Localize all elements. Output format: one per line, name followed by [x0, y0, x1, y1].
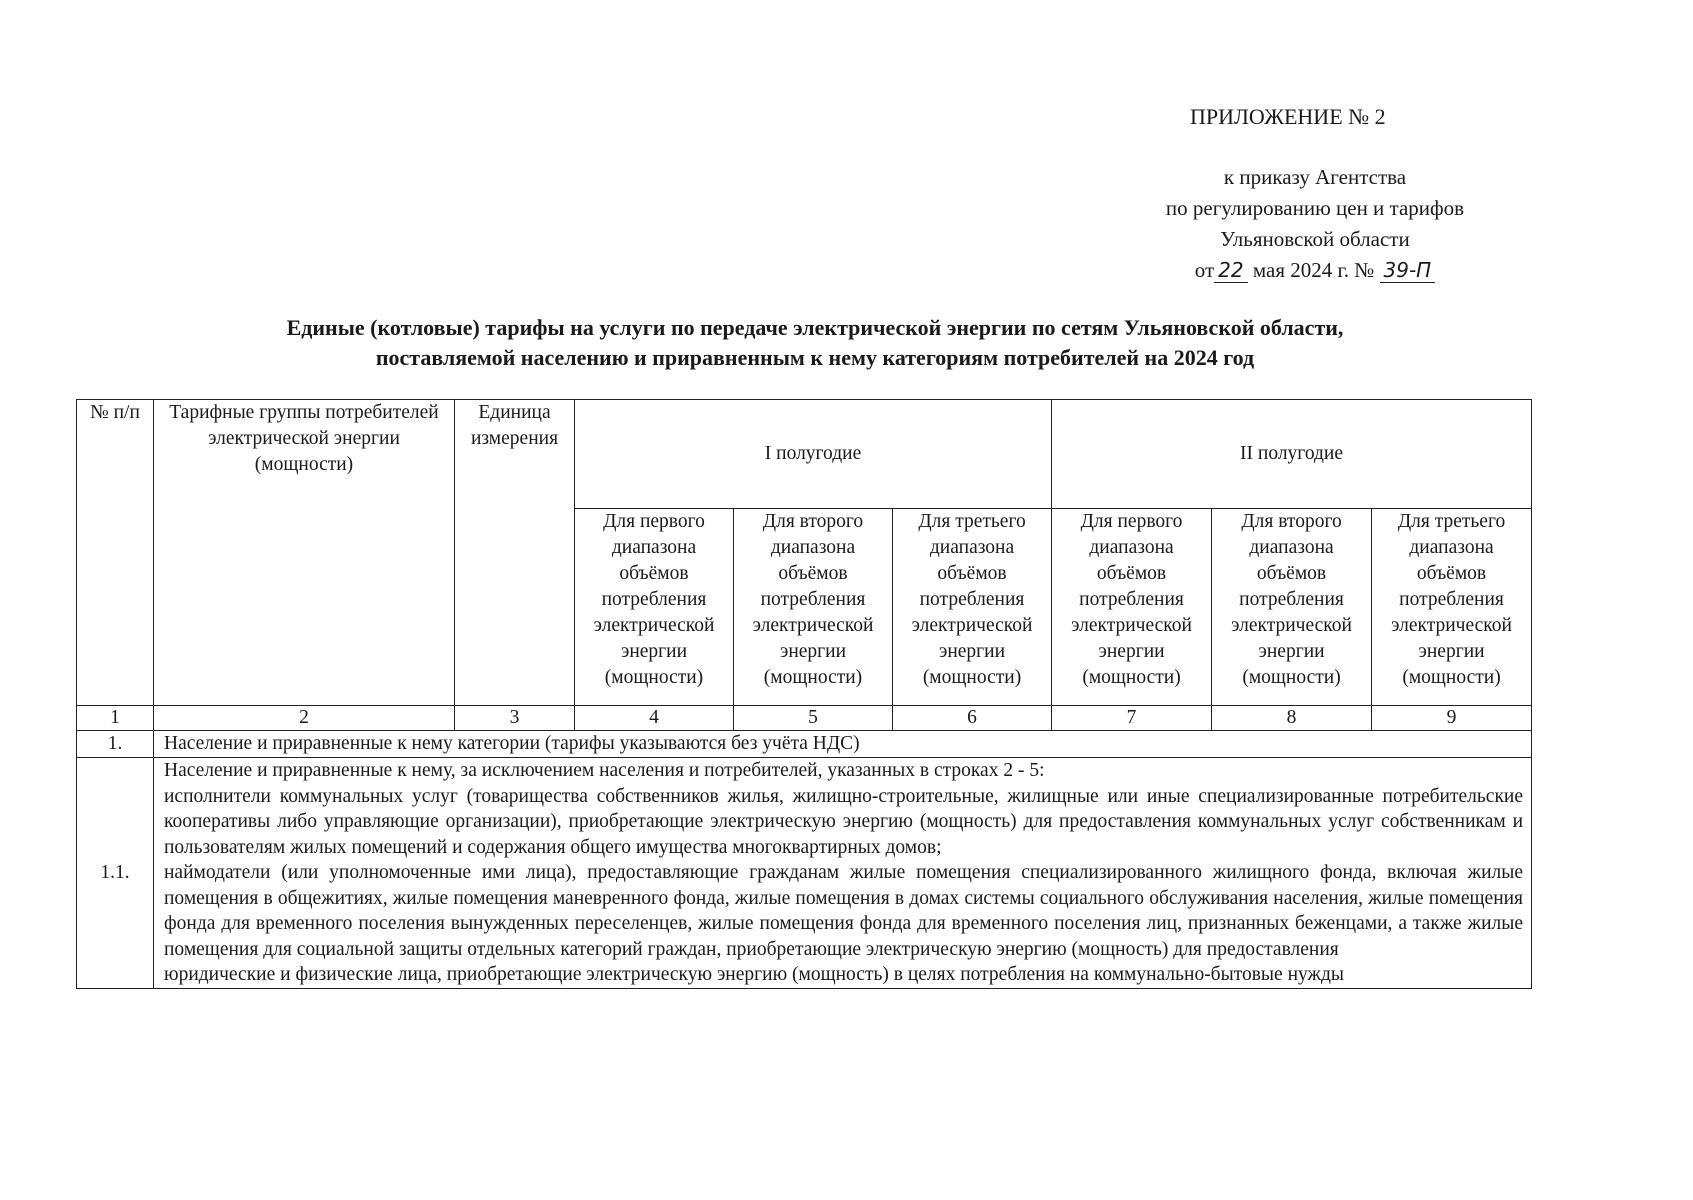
- header-range: Для второго диапазона объёмов потребления электрической энергии (мощности): [1212, 509, 1372, 706]
- header-range: Для третьего диапазона объёмов потребления электрической энергии (мощности): [1372, 509, 1532, 706]
- column-number: 7: [1052, 706, 1212, 731]
- date-prefix: от: [1194, 258, 1215, 282]
- attachment-line: Ульяновской области: [1220, 227, 1410, 251]
- header-range: Для первого диапазона объёмов потребления электрической энергии (мощности): [1052, 509, 1212, 706]
- row-paragraph: юридические и физические лица, приобретающие электрическую энергию (мощность) в целях потребления на коммунально-бытовые нужды: [164, 964, 1344, 985]
- attachment-line: к приказу Агентства: [1223, 165, 1407, 189]
- attachment-block: [1110, 162, 1520, 286]
- date-day-handwritten: 22: [1214, 258, 1247, 283]
- column-number: 8: [1212, 706, 1372, 731]
- title-line-1: Единые (котловые) тарифы на услуги по передаче электрической энергии по сетям Ульяновской области,: [286, 315, 1344, 340]
- header-range: Для первого диапазона объёмов потребления электрической энергии (мощности): [575, 509, 734, 706]
- column-number: 6: [893, 706, 1052, 731]
- document-title: [80, 313, 1550, 373]
- table-header-row: [77, 400, 1532, 509]
- header-range: Для третьего диапазона объёмов потребления электрической энергии (мощности): [893, 509, 1052, 706]
- header-unit: Единица измерения: [455, 400, 575, 706]
- tariff-table: [76, 399, 1532, 989]
- row-description: [154, 758, 1532, 989]
- column-number: 1: [77, 706, 154, 731]
- order-date-line: [1110, 255, 1520, 286]
- title-line-2: поставляемой населению и приравненным к нему категориям потребителей на 2024 год: [375, 345, 1255, 370]
- row-paragraph: наймодатели (или уполномоченные ими лица), предоставляющие гражданам жилые помещения специализированного жилищного фонда, включая жилые помещения в общежитиях, жилые помещения маневренного фонда, жилые помещения в домах системы социального обслуживания населения, жилые помещения фонда для временного поселения вынужденных переселенцев, жилые помещения фонда для временного поселения лиц, признанных беженцами, а также жилые помещения для социальной защиты отдельных категорий граждан, приобретающие электрическую энергию (мощность) для предоставления: [164, 862, 1524, 960]
- header-half-2: II полугодие: [1052, 400, 1532, 509]
- column-number-row: [77, 706, 1532, 731]
- column-number: 5: [734, 706, 893, 731]
- table-row: [77, 731, 1532, 758]
- row-num: 1.: [77, 731, 154, 758]
- table-row: [77, 758, 1532, 989]
- column-number: 3: [455, 706, 575, 731]
- header-range: Для второго диапазона объёмов потребления электрической энергии (мощности): [734, 509, 893, 706]
- row-num: 1.1.: [77, 758, 154, 989]
- row-paragraph: исполнители коммунальных услуг (товарищества собственников жилья, жилищно-строительные, жилищные или иные специализированные потребительские кооперативы либо управляющие организации), приобретающие электрическую энергию (мощность) для предоставления коммунальных услуг собственникам и пользователям жилых помещений и содержания общего имущества многоквартирных домов;: [164, 785, 1524, 858]
- column-number: 9: [1372, 706, 1532, 731]
- row-category: Население и приравненные к нему категории (тарифы указываются без учёта НДС): [154, 731, 1532, 758]
- order-number-handwritten: 39-П: [1380, 258, 1436, 283]
- attachment-line: по регулированию цен и тарифов: [1165, 196, 1465, 220]
- header-half-1: I полугодие: [575, 400, 1052, 509]
- column-number: 4: [575, 706, 734, 731]
- column-number: 2: [154, 706, 455, 731]
- date-rest: мая 2024 г. №: [1252, 258, 1375, 282]
- header-num: № п/п: [77, 400, 154, 706]
- row-paragraph: Население и приравненные к нему, за исключением населения и потребителей, указанных в строках 2 - 5:: [164, 760, 1045, 781]
- header-group: Тарифные группы потребителей электрической энергии (мощности): [154, 400, 455, 706]
- appendix-label: ПРИЛОЖЕНИЕ № 2: [1190, 104, 1386, 129]
